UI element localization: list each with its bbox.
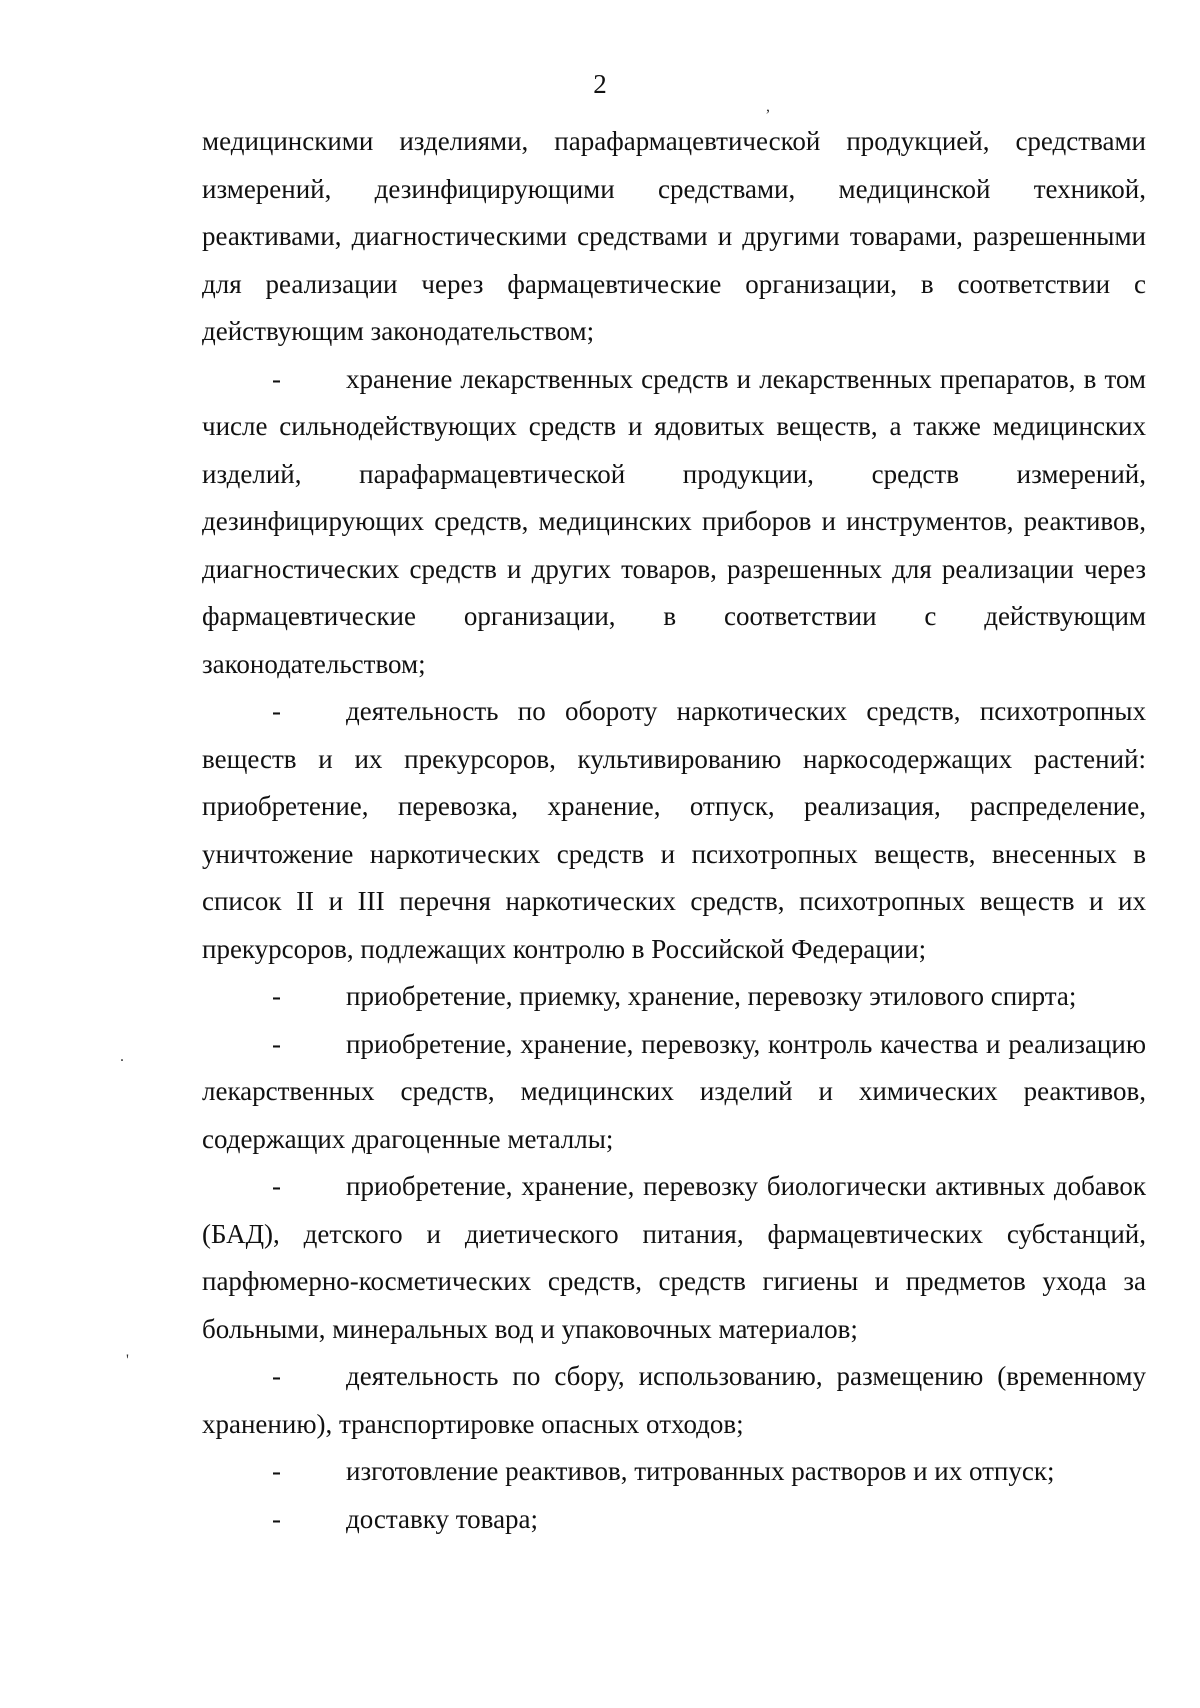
- list-dash: -: [272, 696, 281, 726]
- list-item-text: деятельность по сбору, использованию, размещению (временному хранению), транспортировке опасных отходов;: [202, 1361, 1146, 1439]
- document-body: [202, 118, 1146, 1543]
- list-item: [202, 1496, 1146, 1544]
- list-item: [202, 1353, 1146, 1448]
- list-item: [202, 356, 1146, 689]
- page-number: 2: [593, 69, 607, 99]
- list-item: [202, 1163, 1146, 1353]
- list-dash: -: [272, 1028, 281, 1059]
- list-item-text: деятельность по обороту наркотических средств, психотропных веществ и их прекурсоров, культивированию наркосодержащих растений: приобретение, перевозка, хранение, отпуск, реализация, распределение, уничтожение наркотических средств и психотропных веществ, внесенных в список II и III перечня наркотических средств, психотропных веществ и их прекурсоров, подлежащих контролю в Российской Федерации;: [202, 696, 1146, 964]
- list-item-text: хранение лекарственных средств и лекарственных препаратов, в том числе сильнодействующих средств и ядовитых веществ, а также медицинских изделий, парафармацевтической продукции, средств измерений, дезинфицирующих средств, медицинских приборов и инструментов, реактивов, диагностических средств и других товаров, разрешенных для реализации через фармацевтические организации, в соответствии с действующим законодательством;: [202, 363, 1146, 679]
- list-item-text: доставку товара;: [346, 1503, 539, 1534]
- scan-speck: ,: [766, 98, 770, 115]
- list-item-text: приобретение, хранение, перевозку, контроль качества и реализацию лекарственных средств, медицинских изделий и химических реактивов, содержащих драгоценные металлы;: [202, 1028, 1146, 1154]
- scan-speck: ': [126, 1352, 129, 1369]
- list-dash: -: [272, 363, 281, 394]
- list-item: [202, 1448, 1146, 1496]
- list-item-text: изготовление реактивов, титрованных растворов и их отпуск;: [346, 1456, 1055, 1486]
- list-dash: -: [272, 1171, 281, 1201]
- paragraph-continuation: [202, 118, 1146, 356]
- list-item-text: приобретение, приемку, хранение, перевозку этилового спирта;: [346, 981, 1077, 1011]
- list-item-text: приобретение, хранение, перевозку биологически активных добавок (БАД), детского и диетического питания, фармацевтических субстанций, парфюмерно-косметических средств, средств гигиены и предметов ухода за больными, минеральных вод и упаковочных материалов;: [202, 1171, 1146, 1344]
- list-dash: -: [272, 1456, 281, 1486]
- paragraph-text: медицинскими изделиями, парафармацевтической продукцией, средствами измерений, дезинфицирующими средствами, медицинской техникой, реактивами, диагностическими средствами и другими товарами, разрешенными для реализации через фармацевтические организации, в соответствии с действующим законодательством;: [202, 126, 1146, 346]
- list-item: [202, 688, 1146, 973]
- list-dash: -: [272, 981, 281, 1011]
- list-item: [202, 973, 1146, 1021]
- scan-speck: .: [120, 1048, 124, 1065]
- list-item: [202, 1021, 1146, 1164]
- list-dash: -: [272, 1503, 281, 1534]
- list-dash: -: [272, 1361, 281, 1391]
